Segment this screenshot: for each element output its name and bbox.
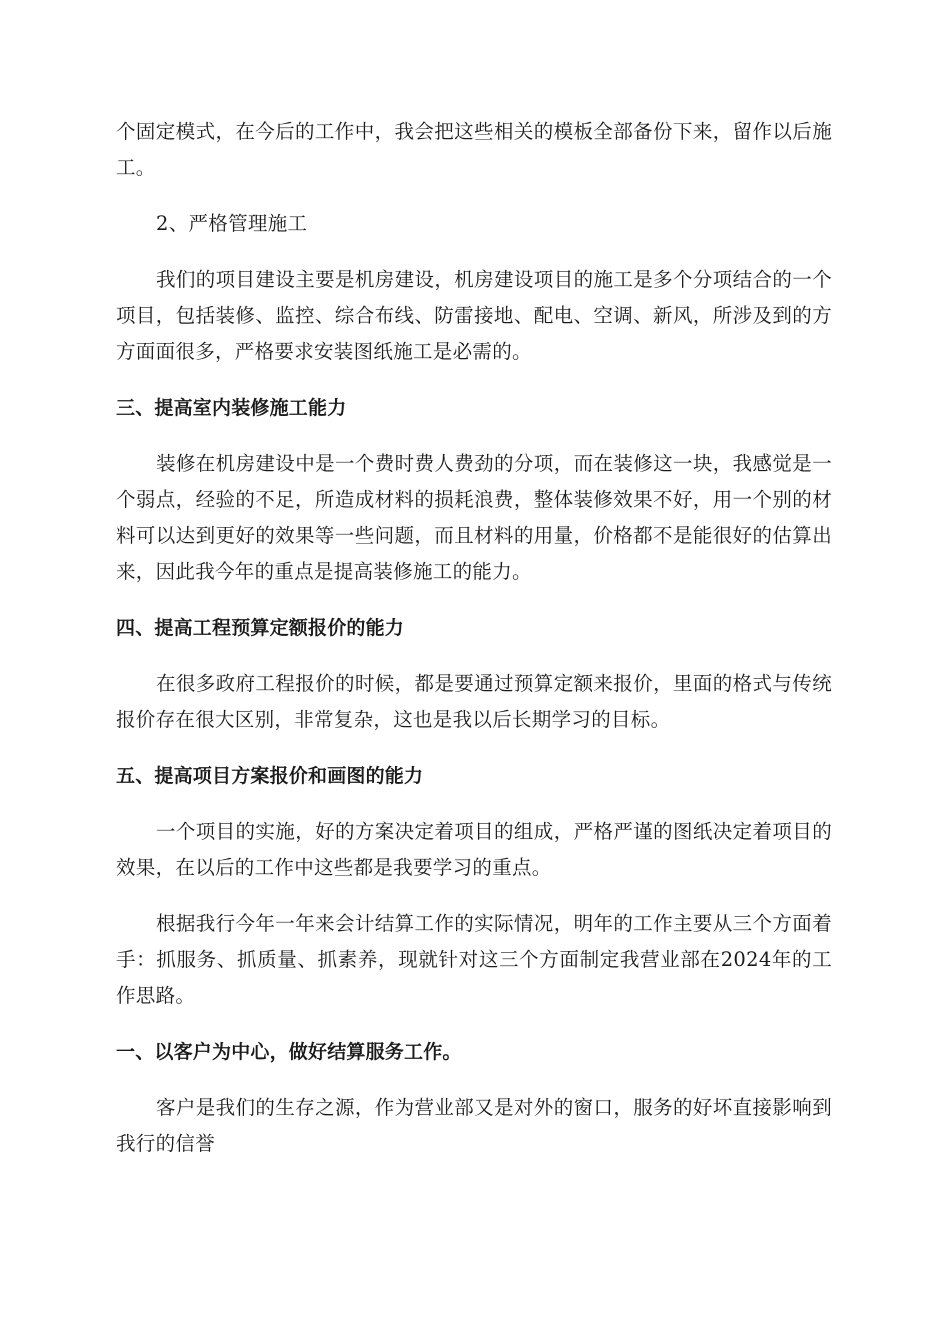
heading-section-five: 五、提高项目方案报价和画图的能力 — [116, 765, 424, 787]
paragraph-next-year-plan: 根据我行今年一年来会计结算工作的实际情况，明年的工作主要从三个方面着手：抓服务、抓质量、抓素养，现就针对这三个方面制定我营业部在2024年的工作思路。 — [116, 912, 832, 1007]
document-body — [116, 114, 832, 1182]
paragraph-machine-room-construction: 我们的项目建设主要是机房建设，机房建设项目的施工是多个分项结合的一个项目，包括装修、监控、综合布线、防雷接地、配电、空调、新风，所涉及到的方方面面很多，严格要求安装图纸施工是必需的。 — [116, 268, 832, 363]
subheading-strict-management: 2、严格管理施工 — [156, 212, 308, 235]
heading-section-four: 四、提高工程预算定额报价的能力 — [116, 617, 405, 639]
paragraph-decoration: 装修在机房建设中是一个费时费人费劲的分项，而在装修这一块，我感觉是一个弱点，经验的不足，所造成材料的损耗浪费，整体装修效果不好，用一个别的材料可以达到更好的效果等一些问题，而且材料的用量，价格都不是能很好的估算出来，因此我今年的重点是提高装修施工的能力。 — [116, 452, 832, 583]
paragraph-project-plan: 一个项目的实施，好的方案决定着项目的组成，严格严谨的图纸决定着项目的效果，在以后的工作中这些都是我要学习的重点。 — [116, 820, 832, 879]
paragraph-continuation: 个固定模式，在今后的工作中，我会把这些相关的模板全部备份下来，留作以后施工。 — [116, 120, 832, 179]
paragraph-customer: 客户是我们的生存之源，作为营业部又是对外的窗口，服务的好坏直接影响到我行的信誉 — [116, 1096, 832, 1155]
heading-section-three: 三、提高室内装修施工能力 — [116, 397, 347, 419]
paragraph-budget-quota: 在很多政府工程报价的时候，都是要通过预算定额来报价，里面的格式与传统报价存在很大区别，非常复杂，这也是我以后长期学习的目标。 — [116, 672, 832, 731]
heading-customer-centered: 一、以客户为中心，做好结算服务工作。 — [116, 1041, 462, 1063]
